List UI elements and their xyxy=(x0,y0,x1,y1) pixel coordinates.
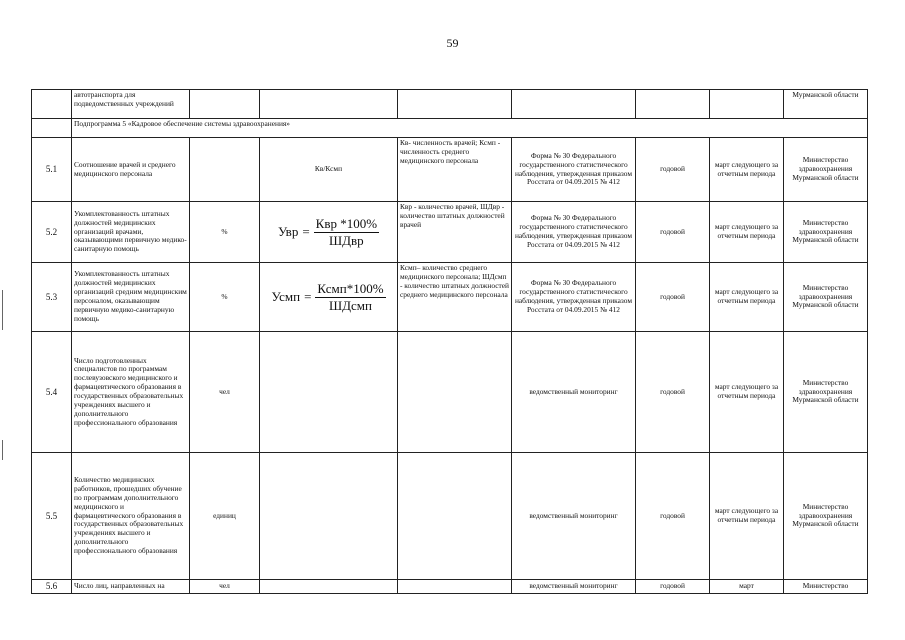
source: ведомственный мониторинг xyxy=(512,453,636,580)
responsible: Министерство здравоохранения Мурманской области xyxy=(784,453,868,580)
row-number: 5.4 xyxy=(32,332,72,453)
variables: Квр - количество врачей, ШДвр - количество штатных должностей врачей xyxy=(398,202,512,263)
responsible: Министерство здравоохранения Мурманской области xyxy=(784,263,868,332)
indicator-name: Число лиц, направленных на xyxy=(72,580,190,594)
table-row xyxy=(32,580,868,594)
deadline: март следующего за отчетным периода xyxy=(710,263,784,332)
row-number: 5.6 xyxy=(32,580,72,594)
row-number: 5.3 xyxy=(32,263,72,332)
formula-eq: = xyxy=(302,224,310,240)
formula xyxy=(260,332,398,453)
formula-numerator: Ксмп*100% xyxy=(317,280,384,296)
source: Форма № 30 Федерального государственного статистического наблюдения, утвержденная приказом Росстата от 04.09.2015 № 412 xyxy=(512,202,636,263)
unit xyxy=(190,138,260,202)
unit xyxy=(190,90,260,119)
unit: чел xyxy=(190,580,260,594)
row-number: 5.1 xyxy=(32,138,72,202)
page-number: 59 xyxy=(446,36,459,50)
formula-lhs: Увр xyxy=(277,224,299,240)
source xyxy=(512,90,636,119)
indicator-name: Укомплектованность штатных должностей медицинских организаций средним медицинским персоналом, оказывающим первичную медико-санитарную помощь xyxy=(72,263,190,332)
deadline: март следующего за отчетным периода xyxy=(710,453,784,580)
formula xyxy=(260,453,398,580)
scan-margin-mark xyxy=(2,290,3,330)
formula-lhs: Усмп xyxy=(271,289,301,305)
source: Форма № 30 Федерального государственного статистического наблюдения, утвержденная приказом Росстата от 04.09.2015 № 412 xyxy=(512,138,636,202)
indicator-name: автотранспорта для подведомственных учреждений xyxy=(72,90,190,119)
variables: Ксмп– количество среднего медицинского персонала; ШДсмп - количество штатных должностей среднего медицинского персонала xyxy=(398,263,512,332)
indicator-name: Число подготовленных специалистов по программам послевузовского медицинского и фармацевтического образования в государственных образовательных учреждениях высшего и дополнительного профессионального образования xyxy=(72,332,190,453)
formula-denominator: ШДсмп xyxy=(329,297,372,313)
table-row xyxy=(32,453,868,580)
formula xyxy=(260,90,398,119)
formula xyxy=(260,263,398,332)
indicator-name: Соотношение врачей и среднего медицинского персонала xyxy=(72,138,190,202)
source: Форма № 30 Федерального государственного статистического наблюдения, утвержденная приказом Росстата от 04.09.2015 № 412 xyxy=(512,263,636,332)
period: годовой xyxy=(636,202,710,263)
unit: чел xyxy=(190,332,260,453)
formula: Кв/Ксмп xyxy=(260,138,398,202)
deadline xyxy=(710,90,784,119)
row-number xyxy=(32,90,72,119)
deadline: март следующего за отчетным периода xyxy=(710,138,784,202)
table-row xyxy=(32,332,868,453)
indicators-table xyxy=(31,89,868,594)
deadline: март следующего за отчетным периода xyxy=(710,202,784,263)
period: годовой xyxy=(636,263,710,332)
variables: Кв- численность врачей; Ксмп - численность среднего медицинского персонала xyxy=(398,138,512,202)
scan-margin-mark xyxy=(2,440,3,460)
table-row xyxy=(32,138,868,202)
unit: % xyxy=(190,202,260,263)
responsible: Мурманской области xyxy=(784,90,868,119)
indicator-name: Количество медицинских работников, прошедших обучение по программам дополнительного медицинского и фармацевтического образования в государственных образовательных учреждениях высшего и дополнительного профессионального образования xyxy=(72,453,190,580)
table-row xyxy=(32,202,868,263)
responsible: Министерство здравоохранения Мурманской области xyxy=(784,332,868,453)
period: годовой xyxy=(636,332,710,453)
formula xyxy=(260,580,398,594)
variables xyxy=(398,453,512,580)
formula-eq: = xyxy=(304,289,312,305)
responsible: Министерство xyxy=(784,580,868,594)
source: ведомственный мониторинг xyxy=(512,332,636,453)
variables xyxy=(398,90,512,119)
table-row xyxy=(32,90,868,119)
subprogram-row xyxy=(32,119,868,138)
period xyxy=(636,90,710,119)
period: годовой xyxy=(636,138,710,202)
responsible: Министерство здравоохранения Мурманской области xyxy=(784,138,868,202)
formula-numerator: Квр *100% xyxy=(315,215,378,231)
indicator-name: Укомплектованность штатных должностей медицинских организаций врачами, оказывающими первичную медико-санитарную помощь xyxy=(72,202,190,263)
deadline: март xyxy=(710,580,784,594)
source: ведомственный мониторинг xyxy=(512,580,636,594)
unit: % xyxy=(190,263,260,332)
variables xyxy=(398,580,512,594)
variables xyxy=(398,332,512,453)
responsible: Министерство здравоохранения Мурманской области xyxy=(784,202,868,263)
period: годовой xyxy=(636,453,710,580)
formula-denominator: ШДвр xyxy=(329,232,364,248)
period: годовой xyxy=(636,580,710,594)
formula xyxy=(260,202,398,263)
row-number: 5.2 xyxy=(32,202,72,263)
deadline: март следующего за отчетным периода xyxy=(710,332,784,453)
table-row xyxy=(32,263,868,332)
row-number: 5.5 xyxy=(32,453,72,580)
unit: единиц xyxy=(190,453,260,580)
subprogram-title: Подпрограмма 5 «Кадровое обеспечение системы здравоохранения» xyxy=(72,119,868,138)
